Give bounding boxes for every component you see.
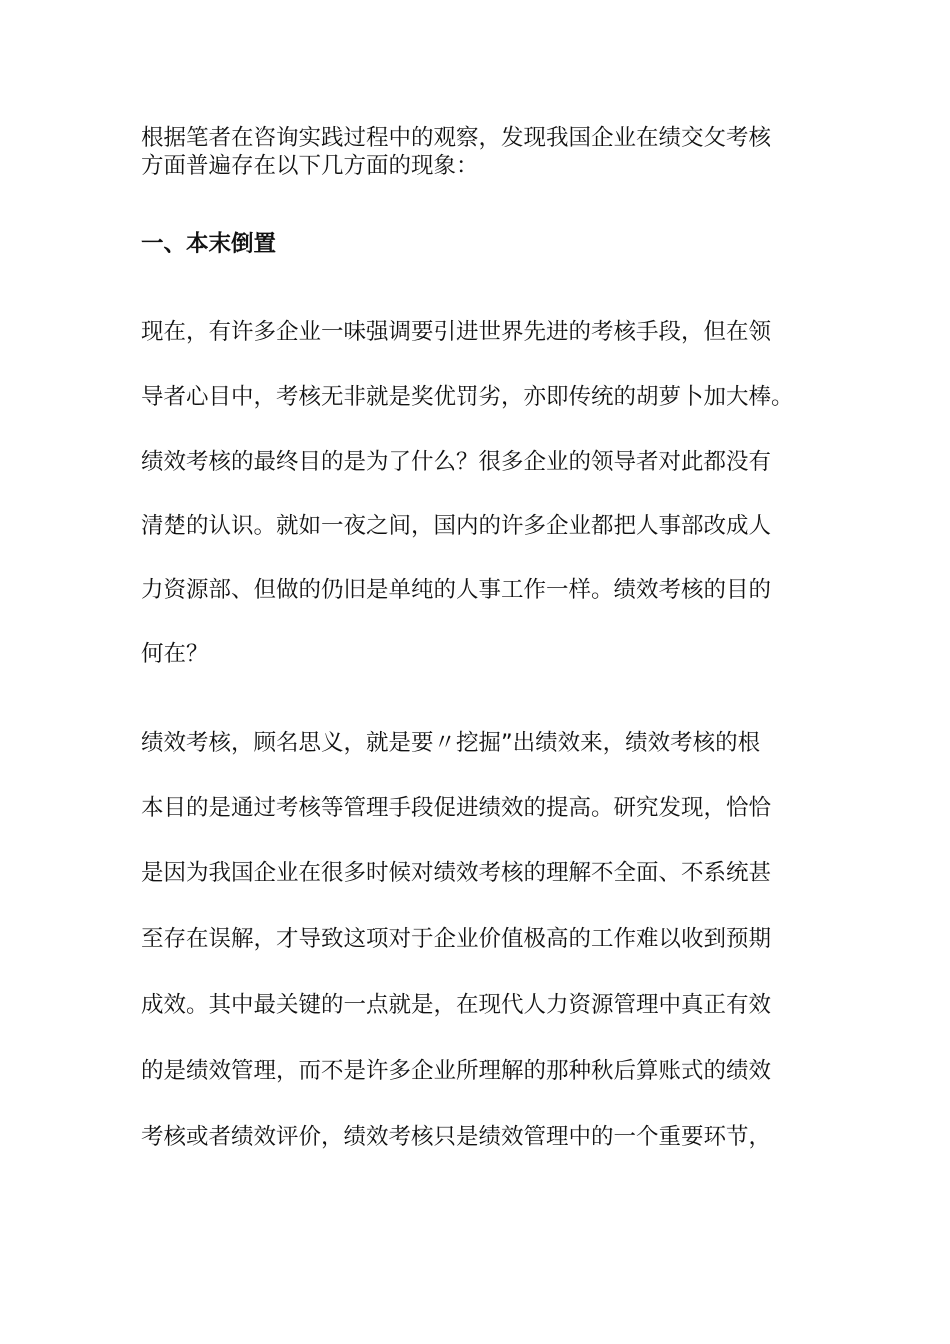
section-heading: 一、本末倒置 [141,231,277,257]
paragraph-line: 绩效考核的最终目的是为了什么？很多企业的领导者对此都没有 [141,449,772,475]
paragraph-line: 何在？ [141,641,209,667]
paragraph-line: 至存在误解，才导致这项对于企业价值极高的工作难以收到预期 [141,926,772,952]
intro-line: 方面普遍存在以下几方面的现象： [141,153,479,179]
paragraph-line: 力资源部、但做的仍旧是单纯的人事工作一样。绩效考核的目的 [141,577,772,603]
paragraph-line: 清楚的认识。就如一夜之间，国内的许多企业都把人事部改成人 [141,513,772,539]
paragraph-line: 导者心目中，考核无非就是奖优罚劣，亦即传统的胡萝卜加大棒。 [141,384,794,410]
paragraph-line: 绩效考核，顾名思义，就是要〃挖掘”出绩效来，绩效考核的根 [141,730,761,756]
paragraph-line: 是因为我国企业在很多时候对绩效考核的理解不全面、不系统甚 [141,860,772,886]
paragraph-line: 成效。其中最关键的一点就是，在现代人力资源管理中真正有效 [141,992,772,1018]
intro-line: 根据笔者在咨询实践过程中的观察，发现我国企业在绩交攵考核 [141,125,772,151]
paragraph-line: 本目的是通过考核等管理手段促进绩效的提高。研究发现，恰恰 [141,795,772,821]
paragraph-line: 考核或者绩效评价，绩效考核只是绩效管理中的一个重要环节， [141,1124,772,1150]
paragraph-line: 的是绩效管理，而不是许多企业所理解的那种秋后算账式的绩效 [141,1058,772,1084]
paragraph-line: 现在，有许多企业一味强调要引进世界先进的考核手段，但在领 [141,319,772,345]
